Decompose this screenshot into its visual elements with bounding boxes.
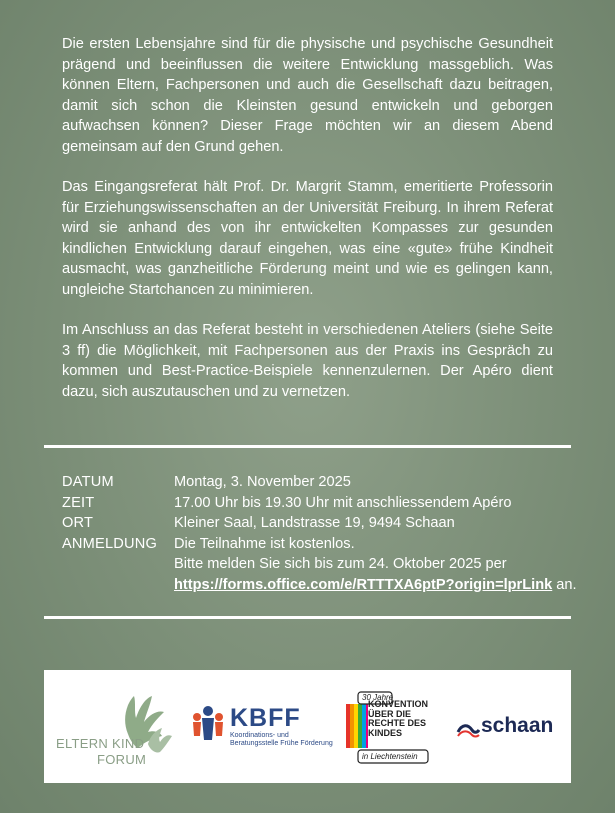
- kinderrechte-logo: [346, 690, 444, 768]
- info-row-datum: [62, 472, 562, 493]
- zeit-label: ZEIT: [62, 494, 95, 511]
- divider-bottom: [44, 616, 571, 619]
- partner-logos-bar: [44, 670, 571, 783]
- kbff-subtitle: [230, 732, 333, 748]
- schaan-wave-icon: [456, 720, 480, 740]
- anmeldung-label: ANMELDUNG: [62, 535, 158, 552]
- anmeldung-line1: Die Teilnahme ist kostenlos.: [174, 535, 355, 552]
- datum-label: DATUM: [62, 474, 114, 490]
- kbff-sub1: Koordinations- und: [230, 732, 289, 739]
- info-row-anmeldung: [62, 534, 577, 596]
- anmeldung-line2: Bitte melden Sie sich bis zum 24. Oktober 2025 per: [174, 556, 507, 572]
- kbff-figures-icon: [190, 704, 226, 744]
- ort-value: Kleiner Saal, Landstrasse 19, 9494 Schaan: [174, 515, 455, 531]
- ort-label: ORT: [62, 515, 94, 531]
- kinder-text-bottom: in Liechtenstein: [362, 752, 418, 761]
- schaan-logo: [456, 712, 566, 742]
- ateliers-paragraph: Im Anschluss an das Referat besteht in verschiedenen Ateliers (siehe Seite 3 ff) die Möglichkeit, mit Fachpersonen aus der Praxis ins Gespräch zu kommen und Best-Practice-Beispiele kennenzulernen. Der Apéro dient dazu, sich auszutauschen und zu vernetzen.: [62, 322, 553, 400]
- speaker-paragraph: Das Eingangsreferat hält Prof. Dr. Margrit Stamm, emeritierte Professorin für Erziehungswissenschaften an der Universität Freiburg. In ihrem Referat wird sie anhand des von ihr entwickelten Kompasses zur gesunden kindlichen Entwicklung darauf eingehen, was eine «gute» frühe Kindheit ausmacht, was ganzheitliche Förderung meint und wie es gelingen kann, ungleiche Startchancen zu minimieren.: [62, 179, 553, 298]
- anmeldung-value: [174, 534, 577, 596]
- schaan-text: schaan: [481, 714, 554, 737]
- kinder-text-top: 30 Jahre: [362, 693, 394, 702]
- registration-link[interactable]: https://forms.office.com/e/RTTTXA6ptP?origin=lprLink: [174, 576, 553, 593]
- kbff-logo: [190, 704, 340, 754]
- info-row-ort: [62, 513, 562, 534]
- event-info: [62, 472, 577, 595]
- zeit-value: 17.00 Uhr bis 19.30 Uhr mit anschliessendem Apéro: [174, 494, 512, 511]
- anmeldung-suffix: an.: [552, 576, 577, 593]
- kinder-text: KONVENTION ÜBER DIE RECHTE DES KINDES: [368, 699, 429, 738]
- kbff-title: KBFF: [230, 704, 301, 732]
- kbff-sub2: Beratungsstelle Frühe Förderung: [230, 740, 333, 747]
- ekf-line1: ELTERN KIND: [56, 736, 145, 751]
- intro-paragraph: Die ersten Lebensjahre sind für die physische und psychische Gesundheit prägend und beeinflussen die weitere Entwicklung massgeblich. Was können Eltern, Fachpersonen und auch die Gesellschaft dazu beitragen, damit sich schon die Kleinsten gesund entwickeln und geborgen aufwachsen können? Dieser Frage möchten wir an diesem Abend gemeinsam auf den Grund gehen.: [62, 36, 553, 155]
- eltern-kind-forum-logo: [56, 690, 176, 770]
- datum-value: Montag, 3. November 2025: [174, 474, 351, 490]
- info-row-zeit: [62, 493, 562, 514]
- ekf-line2: FORUM: [97, 752, 147, 767]
- divider-top: [44, 445, 571, 448]
